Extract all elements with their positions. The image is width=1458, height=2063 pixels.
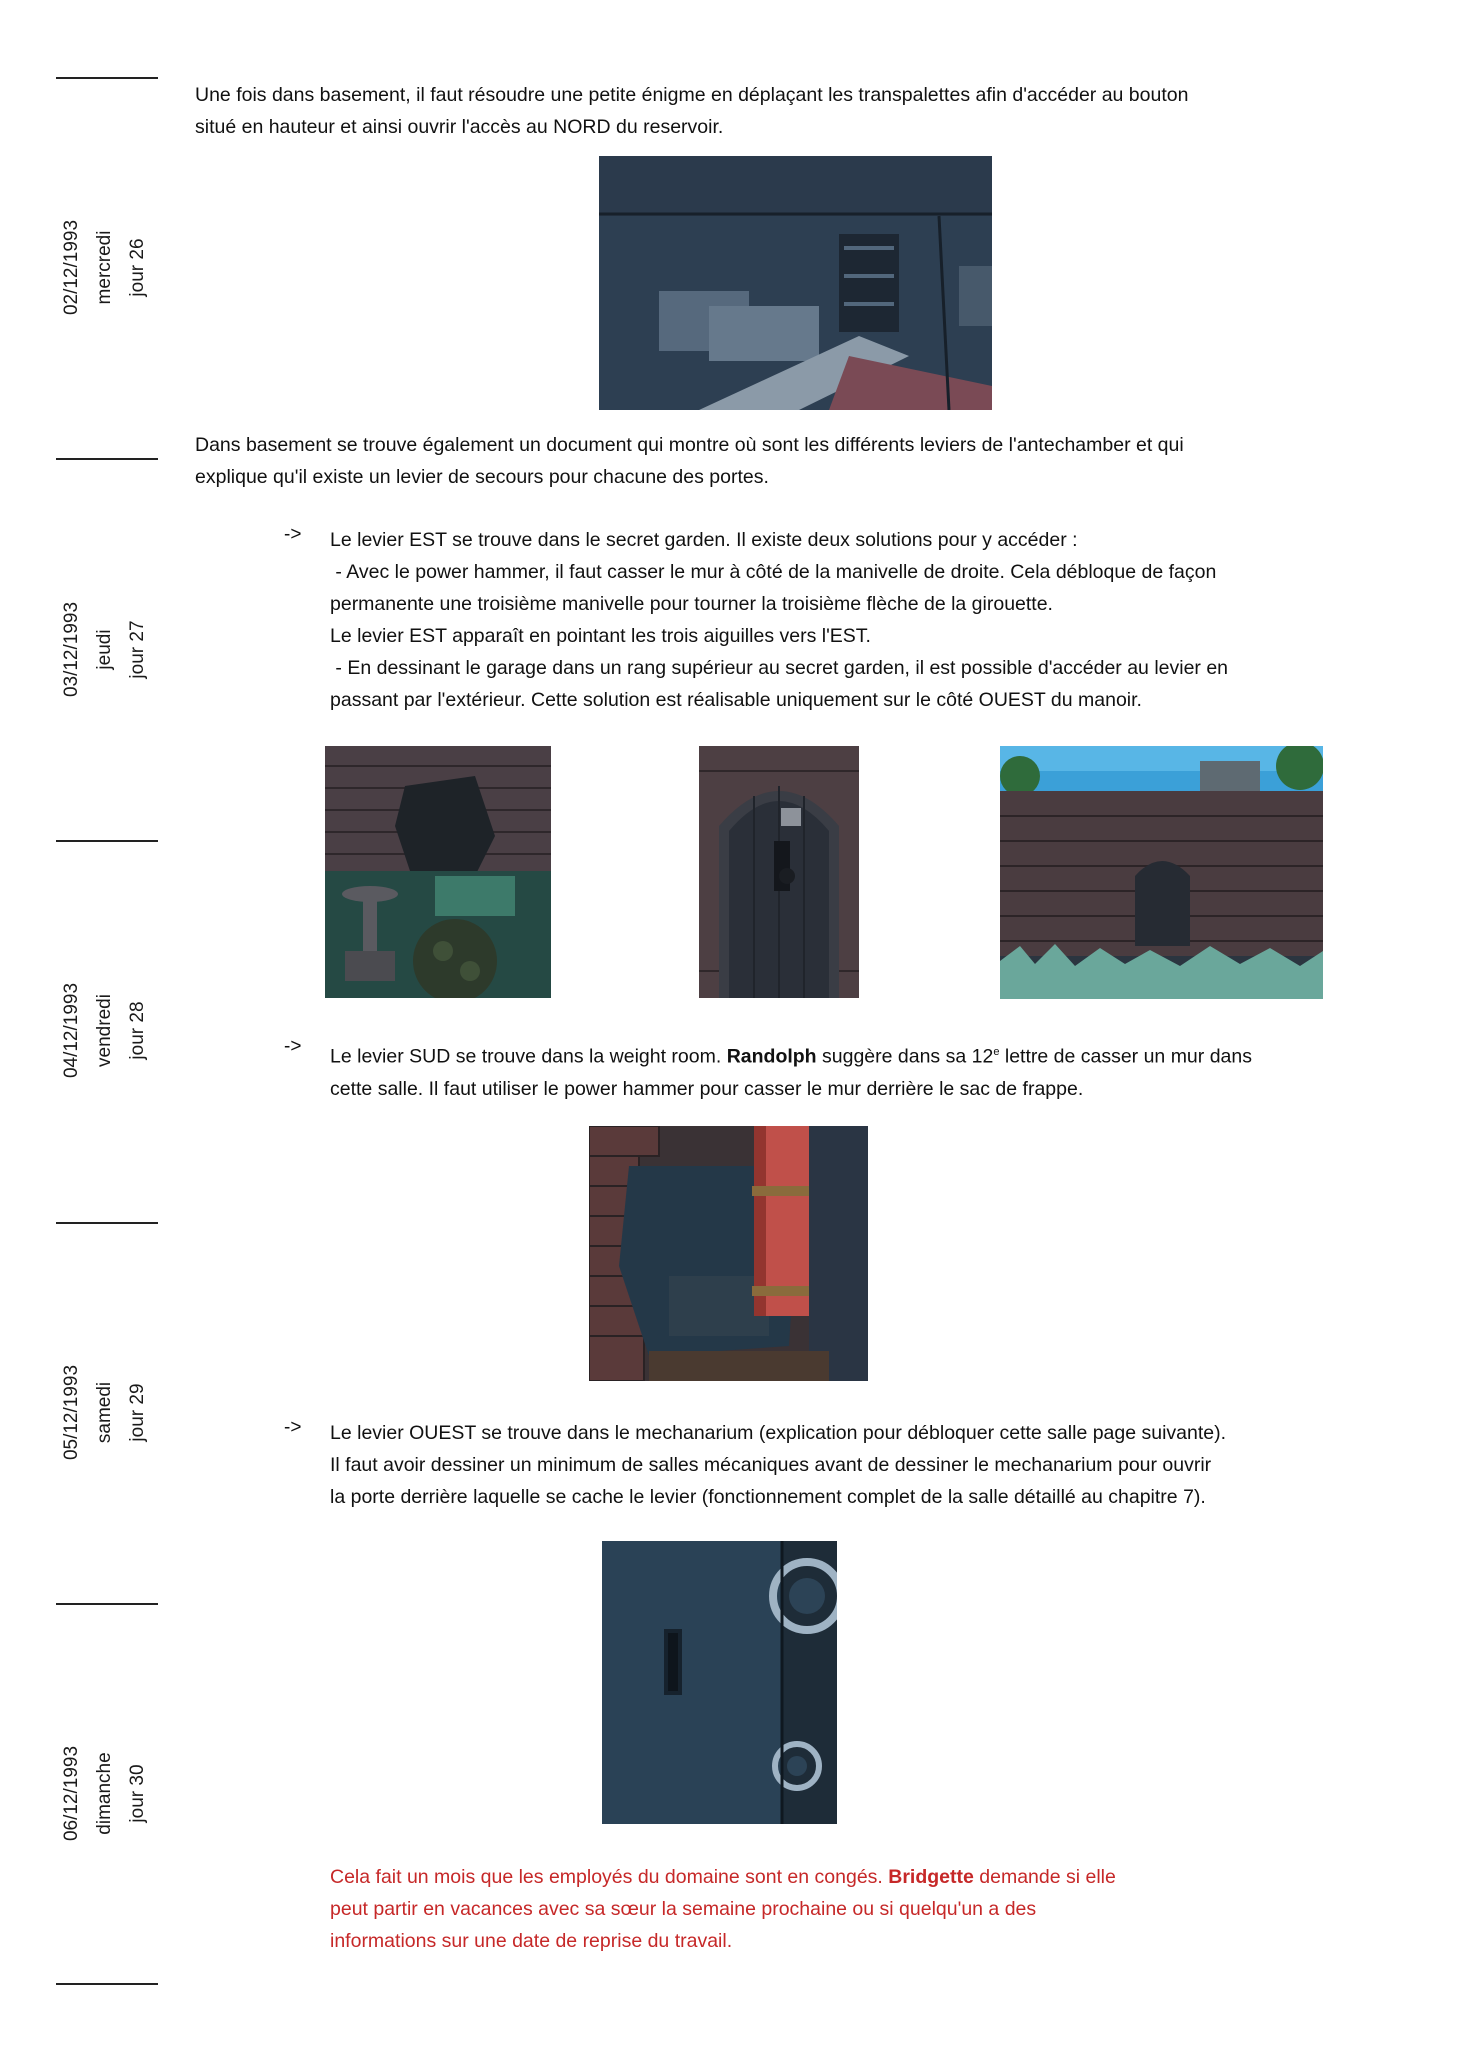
text-line: situé en hauteur et ainsi ouvrir l'accès au NORD du reservoir. xyxy=(195,116,724,138)
bullet-arrow: -> xyxy=(284,524,302,545)
text-line: explique qu'il existe un levier de secours pour chacune des portes. xyxy=(195,466,769,488)
text-line: permanente une troisième manivelle pour tourner la troisième flèche de la girouette. xyxy=(330,593,1053,615)
day-date: 03/12/1993 xyxy=(61,601,83,697)
timeline-separator xyxy=(56,1603,158,1605)
day-weekday: mercredi xyxy=(94,230,116,304)
text-line: passant par l'extérieur. Cette solution est réalisable uniquement sur le côté OUEST du manoir. xyxy=(330,689,1142,711)
day-number: jour 27 xyxy=(127,619,149,679)
garden-exterior-screenshot xyxy=(1000,746,1323,999)
day-weekday: vendredi xyxy=(94,993,116,1067)
day-number: jour 30 xyxy=(127,1763,149,1823)
text-line: Le levier EST apparaît en pointant les trois aiguilles vers l'EST. xyxy=(330,625,871,647)
day-weekday: samedi xyxy=(94,1381,116,1443)
text-fragment: Cela fait un mois que les employés du domaine sont en congés. xyxy=(330,1866,889,1888)
intro-paragraph xyxy=(195,79,1188,143)
day-label xyxy=(55,1357,155,1467)
text-fragment: Le levier SUD se trouve dans la weight room. xyxy=(330,1045,727,1068)
day-date: 05/12/1993 xyxy=(61,1364,83,1460)
text-line: la porte derrière laquelle se cache le levier (fonctionnement complet de la salle détaillé au chapitre 7). xyxy=(330,1486,1206,1508)
text-line: Dans basement se trouve également un document qui montre où sont les différents leviers de l'antechamber et qui xyxy=(195,434,1184,456)
day-weekday: dimanche xyxy=(94,1751,116,1835)
timeline-separator xyxy=(56,458,158,460)
text-line: - En dessinant le garage dans un rang supérieur au secret garden, il est possible d'accéder au levier en xyxy=(330,657,1229,679)
bullet-arrow: -> xyxy=(284,1036,302,1057)
broken-wall-screenshot xyxy=(325,746,551,998)
text-fragment: lettre de casser un mur dans xyxy=(999,1045,1252,1068)
day-date: 04/12/1993 xyxy=(61,982,83,1078)
superscript: e xyxy=(993,1046,1000,1058)
day-label xyxy=(55,212,155,322)
randolph-name: Randolph xyxy=(726,1045,817,1068)
text-fragment: suggère dans sa 12 xyxy=(816,1045,994,1068)
text-line: - Avec le power hammer, il faut casser le mur à côté de la manivelle de droite. Cela débloque de façon xyxy=(330,561,1217,583)
weight-room-screenshot xyxy=(589,1126,868,1381)
day-label xyxy=(55,975,155,1085)
timeline-separator xyxy=(56,1222,158,1224)
text-line: Une fois dans basement, il faut résoudre une petite énigme en déplaçant les transpalettes afin d'accéder au bouton xyxy=(195,84,1189,106)
document-paragraph xyxy=(195,429,1184,493)
text-line: Le levier OUEST se trouve dans le mechanarium (explication pour débloquer cette salle page suivante). xyxy=(330,1422,1227,1444)
day-number: jour 28 xyxy=(127,1000,149,1060)
day-weekday: jeudi xyxy=(94,628,116,670)
day-label xyxy=(55,594,155,704)
garden-door-screenshot xyxy=(699,746,859,998)
text-line xyxy=(330,1036,1252,1073)
basement-screenshot xyxy=(599,156,992,410)
bridgette-name: Bridgette xyxy=(888,1866,974,1888)
timeline-separator xyxy=(56,840,158,842)
timeline-separator xyxy=(56,1983,158,1985)
text-line: Le levier EST se trouve dans le secret garden. Il existe deux solutions pour y accéder : xyxy=(330,529,1078,551)
day-number: jour 26 xyxy=(127,237,149,297)
text-line: cette salle. Il faut utiliser le power hammer pour casser le mur derrière le sac de frappe. xyxy=(330,1077,1084,1100)
timeline-separator xyxy=(56,77,158,79)
text-fragment: demande si elle xyxy=(973,1866,1116,1888)
day-date: 02/12/1993 xyxy=(61,219,83,315)
day-label xyxy=(55,1738,155,1848)
text-line: peut partir en vacances avec sa sœur la semaine prochaine ou si quelqu'un a des xyxy=(330,1898,1037,1920)
sud-lever-paragraph xyxy=(330,1036,1252,1105)
bullet-arrow: -> xyxy=(284,1417,302,1438)
ouest-lever-paragraph xyxy=(330,1417,1226,1513)
text-line: Il faut avoir dessiner un minimum de salles mécaniques avant de dessiner le mechanarium pour ouvrir xyxy=(330,1454,1212,1476)
text-line: informations sur une date de reprise du travail. xyxy=(330,1930,733,1952)
text-line xyxy=(330,1861,1116,1893)
mechanarium-screenshot xyxy=(602,1541,837,1824)
est-lever-paragraph xyxy=(330,524,1228,716)
day-date: 06/12/1993 xyxy=(61,1745,83,1841)
bridgette-note xyxy=(330,1861,1116,1957)
day-number: jour 29 xyxy=(127,1382,149,1442)
